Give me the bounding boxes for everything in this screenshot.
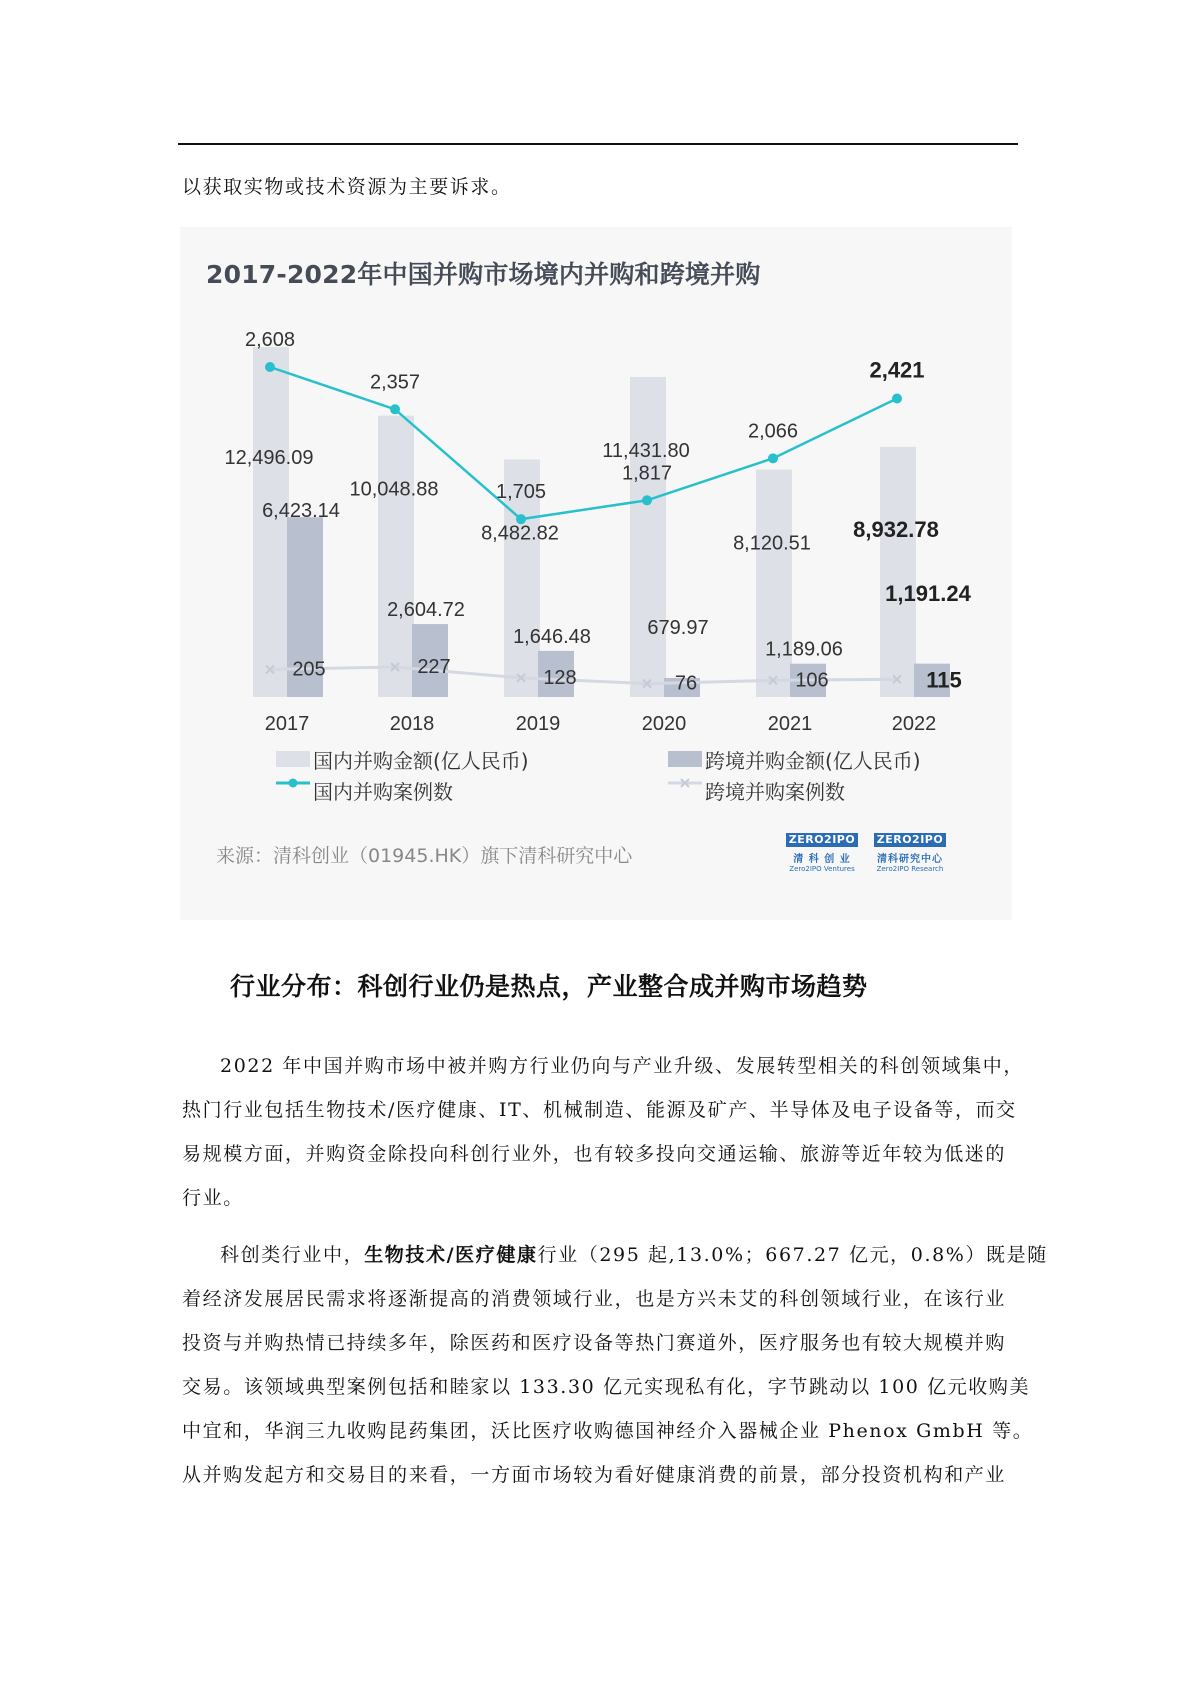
legend-swatch-domestic-amount <box>276 751 310 767</box>
label-cross-count: 205 <box>292 658 326 681</box>
section-heading: 行业分布：科创行业仍是热点，产业整合成并购市场趋势 <box>230 972 868 1001</box>
chart-title: 2017-2022年中国并购市场境内并购和跨境并购 <box>206 260 761 289</box>
legend-domestic-count: 国内并购案例数 <box>313 780 453 804</box>
intro-line: 以获取实物或技术资源为主要诉求。 <box>182 176 512 198</box>
label-cross-count: 76 <box>674 672 698 695</box>
label-cross-count: 106 <box>795 669 829 692</box>
bar-domestic-amount <box>756 470 792 697</box>
bar-domestic-amount <box>630 377 666 697</box>
label-cross-count: 128 <box>543 666 577 689</box>
bar-domestic-amount <box>378 416 414 697</box>
para1-line-1: 2022 年中国并购市场中被并购方行业仍向与产业升级、发展转型相关的科创领域集中， <box>220 1055 1024 1077</box>
label-cross-amount: 6,423.14 <box>262 500 340 522</box>
legend-swatch-cross-amount <box>668 751 702 767</box>
bar-domestic-amount <box>880 447 916 697</box>
para2-line-1: 科创类行业中，生物技术/医疗健康行业（295 起,13.0%；667.27 亿元，0.8%）既是随 <box>220 1244 1048 1266</box>
chart-plot <box>180 227 1012 827</box>
label-cross-amount: 679.97 <box>647 617 709 639</box>
label-cross-count: 227 <box>417 656 451 678</box>
point-domestic-count <box>265 362 275 372</box>
label-domestic-count: 1,817 <box>621 462 673 485</box>
label-domestic-amount: 8,120.51 <box>733 532 811 555</box>
para2-highlight: 生物技术/医疗健康 <box>364 1244 538 1266</box>
para2-line-3: 投资与并购热情已持续多年，除医药和医疗设备等热门赛道外，医疗服务也有较大规模并购 <box>182 1332 1007 1354</box>
para2-line-2: 着经济发展居民需求将逐渐提高的消费领域行业，也是方兴未艾的科创领域行业，在该行业 <box>182 1288 1007 1310</box>
label-domestic-count: 2,608 <box>244 329 296 351</box>
chart-card <box>180 227 1012 920</box>
label-domestic-amount: 11,431.80 <box>602 439 690 462</box>
legend-swatch-domestic-count <box>274 775 312 791</box>
x-tick-label: 2017 <box>264 713 310 735</box>
label-domestic-count: 1,705 <box>495 481 547 504</box>
para2-line-4: 交易。该领域典型案例包括和睦家以 133.30 亿元实现私有化，字节跳动以 100 亿元收购美 <box>182 1376 1031 1398</box>
para1-line-4: 行业。 <box>182 1187 244 1209</box>
para1-line-2: 热门行业包括生物技术/医疗健康、IT、机械制造、能源及矿产、半导体及电子设备等，而交 <box>182 1099 1017 1121</box>
point-domestic-count <box>892 394 902 404</box>
x-tick-label: 2022 <box>891 713 937 735</box>
header-rule <box>178 143 1018 145</box>
label-domestic-amount: 12,496.09 <box>224 447 314 469</box>
label-cross-amount: 1,189.06 <box>765 638 843 661</box>
point-domestic-count <box>642 495 652 505</box>
x-tick-label: 2018 <box>389 713 435 735</box>
point-domestic-count <box>390 404 400 414</box>
legend-cross-amount: 跨境并购金额(亿人民币) <box>705 749 921 773</box>
zero2ipo-ventures-logo: ZERO2IPO 清 科 创 业 Zero2IPO Ventures <box>786 833 866 883</box>
x-tick-label: 2020 <box>641 713 687 735</box>
chart-source: 来源：清科创业（01945.HK）旗下清科研究中心 <box>216 845 633 867</box>
label-domestic-amount: 10,048.88 <box>349 478 439 501</box>
label-domestic-count: 2,066 <box>747 420 799 443</box>
legend-domestic-amount: 国内并购金额(亿人民币) <box>313 749 529 773</box>
legend-cross-count: 跨境并购案例数 <box>705 780 845 804</box>
point-domestic-count <box>768 453 778 463</box>
label-domestic-count: 2,421 <box>869 357 925 383</box>
x-tick-label: 2021 <box>767 713 813 735</box>
legend-swatch-cross-count <box>666 775 704 791</box>
para2-line-5: 中宜和，华润三九收购昆药集团，沃比医疗收购德国神经介入器械企业 Phenox GmbH 等。 <box>182 1420 1034 1442</box>
label-cross-amount: 1,191.24 <box>885 581 971 606</box>
label-cross-count: 115 <box>926 667 962 693</box>
para1-line-3: 易规模方面，并购资金除投向科创行业外，也有较多投向交通运输、旅游等近年较为低迷的 <box>182 1143 1007 1165</box>
label-domestic-amount: 8,932.78 <box>853 517 939 542</box>
para2-line-6: 从并购发起方和交易目的来看，一方面市场较为看好健康消费的前景，部分投资机构和产业 <box>182 1464 1007 1486</box>
bar-domestic-amount <box>253 347 289 697</box>
zero2ipo-research-logo: ZERO2IPO 清科研究中心 Zero2IPO Research <box>874 833 954 883</box>
label-cross-amount: 2,604.72 <box>387 599 465 622</box>
x-tick-label: 2019 <box>515 713 561 735</box>
label-domestic-count: 2,357 <box>369 371 421 394</box>
label-domestic-amount: 8,482.82 <box>481 522 559 545</box>
label-cross-amount: 1,646.48 <box>513 625 591 648</box>
